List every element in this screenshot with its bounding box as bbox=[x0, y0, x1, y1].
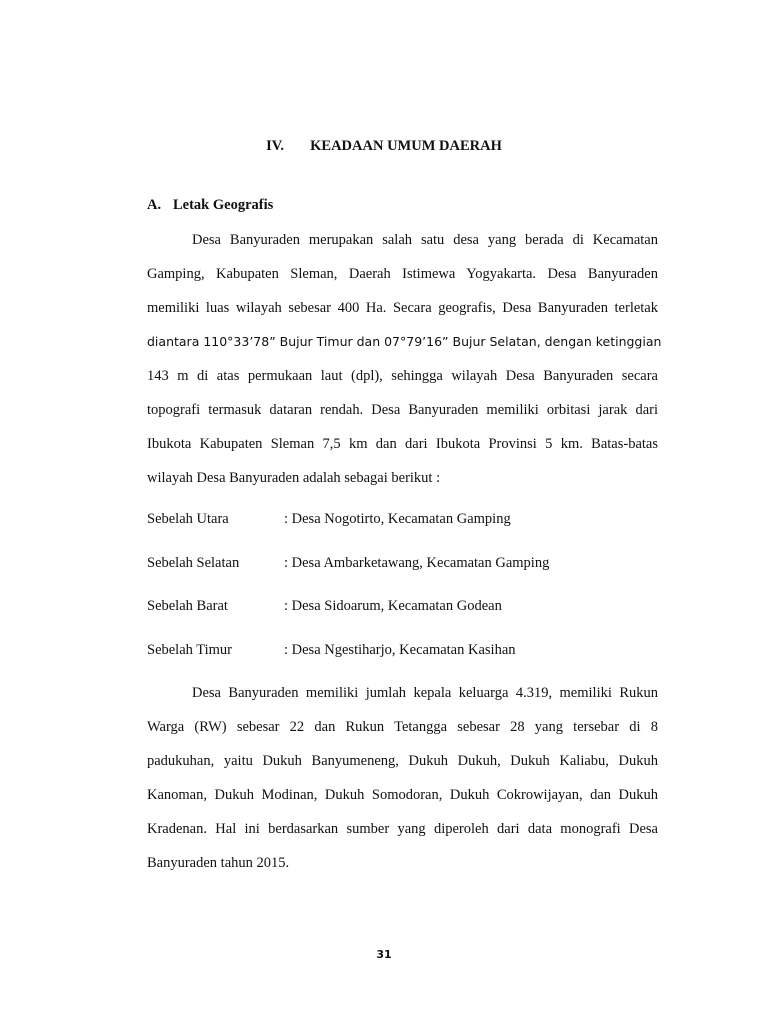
border-row-south bbox=[147, 550, 667, 594]
border-label: Sebelah Utara bbox=[147, 511, 229, 527]
paragraph-line: Ibukota Kabupaten Sleman 7,5 km dan dari Ibukota Provinsi 5 km. Batas-batas bbox=[147, 436, 658, 452]
paragraph-line: Banyuraden tahun 2015. bbox=[147, 855, 290, 871]
section-title: Letak Geografis bbox=[173, 197, 274, 213]
border-label: Sebelah Timur bbox=[147, 641, 232, 658]
border-list bbox=[147, 506, 667, 680]
paragraph-line: Kradenan. Hal ini berdasarkan sumber yang diperoleh dari data monografi Desa bbox=[147, 821, 658, 837]
paragraph-line: memiliki luas wilayah sebesar 400 Ha. Secara geografis, Desa Banyuraden terletak bbox=[147, 300, 658, 316]
border-row-west bbox=[147, 593, 667, 637]
paragraph-geography bbox=[147, 223, 662, 495]
paragraph-line: Gamping, Kabupaten Sleman, Daerah Istimewa Yogyakarta. Desa Banyuraden bbox=[147, 266, 658, 282]
paragraph-population bbox=[147, 676, 658, 880]
chapter-title: KEADAAN UMUM DAERAH bbox=[310, 138, 502, 154]
border-value: : Desa Ngestiharjo, Kecamatan Kasihan bbox=[284, 641, 516, 658]
paragraph-line: diantara 110°33’78” Bujur Timur dan 07°79’16” Bujur Selatan, dengan ketinggian bbox=[147, 334, 662, 349]
chapter-heading bbox=[0, 138, 768, 155]
page-number: 31 bbox=[376, 948, 392, 961]
paragraph-line: wilayah Desa Banyuraden adalah sebagai berikut : bbox=[147, 470, 441, 486]
section-heading bbox=[147, 197, 273, 214]
paragraph-line: Desa Banyuraden memiliki jumlah kepala keluarga 4.319, memiliki Rukun bbox=[192, 685, 658, 701]
section-letter: A. bbox=[147, 197, 162, 213]
chapter-number: IV. bbox=[266, 138, 285, 154]
border-value: : Desa Sidoarum, Kecamatan Godean bbox=[284, 598, 502, 614]
border-label: Sebelah Selatan bbox=[147, 554, 240, 571]
border-row-east bbox=[147, 637, 667, 681]
border-label: Sebelah Barat bbox=[147, 598, 228, 614]
paragraph-line: 143 m di atas permukaan laut (dpl), sehingga wilayah Desa Banyuraden secara bbox=[147, 368, 658, 384]
border-row-north bbox=[147, 506, 667, 550]
paragraph-line: topografi termasuk dataran rendah. Desa Banyuraden memiliki orbitasi jarak dari bbox=[147, 402, 658, 418]
border-value: : Desa Nogotirto, Kecamatan Gamping bbox=[284, 511, 511, 527]
paragraph-line: Kanoman, Dukuh Modinan, Dukuh Somodoran, Dukuh Cokrowijayan, dan Dukuh bbox=[147, 787, 658, 803]
border-value: : Desa Ambarketawang, Kecamatan Gamping bbox=[284, 554, 550, 571]
paragraph-line: padukuhan, yaitu Dukuh Banyumeneng, Dukuh Dukuh, Dukuh Kaliabu, Dukuh bbox=[147, 753, 658, 769]
paragraph-line: Desa Banyuraden merupakan salah satu desa yang berada di Kecamatan bbox=[192, 232, 658, 248]
paragraph-line: Warga (RW) sebesar 22 dan Rukun Tetangga sebesar 28 yang tersebar di 8 bbox=[147, 719, 658, 735]
